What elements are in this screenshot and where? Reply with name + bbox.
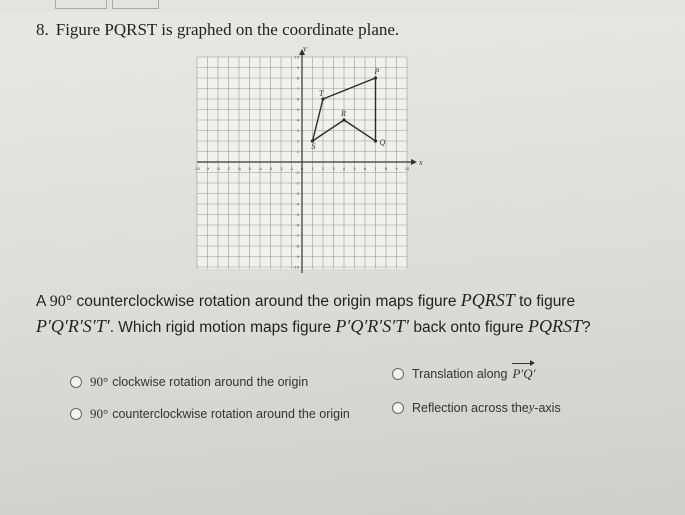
- y-tick-label: 6: [296, 97, 299, 102]
- prompt-text: to figure: [514, 293, 576, 310]
- vertex-label: T: [319, 89, 324, 98]
- x-tick-label: 0: [300, 167, 304, 171]
- previous-question-strip: [0, 0, 685, 12]
- vertex-point: [342, 118, 345, 121]
- x-tick-label: -7: [226, 167, 231, 171]
- figure-name: PQRST: [460, 290, 515, 310]
- y-tick-label: -7: [295, 234, 299, 238]
- vertex-label: Q: [379, 138, 386, 147]
- coordinate-plane: [194, 44, 427, 277]
- y-tick-label: 4: [296, 118, 299, 123]
- y-tick-label: -8: [295, 244, 299, 249]
- vertex-point: [374, 76, 377, 79]
- x-tick-label: -2: [279, 167, 283, 171]
- x-tick-label: -10: [194, 167, 200, 171]
- vector-label: P′Q′: [512, 366, 536, 381]
- x-tick-label: -1: [289, 167, 294, 171]
- x-tick-label: 9: [395, 167, 398, 171]
- image-figure-name: P′Q′R′S′T′: [335, 316, 410, 336]
- x-tick-label: -6: [237, 167, 241, 171]
- y-tick-label: 3: [296, 129, 299, 133]
- prompt-angle: 90°: [49, 293, 73, 310]
- figure-name: PQRST: [528, 316, 582, 336]
- x-tick-label: -3: [268, 167, 273, 171]
- choice-angle: 90°: [90, 374, 109, 389]
- prompt-text: ?: [582, 319, 591, 336]
- x-tick-label: 8: [384, 167, 388, 171]
- prompt-text: back onto figure: [409, 319, 528, 336]
- choice-label: counterclockwise rotation around the origin: [112, 407, 350, 421]
- y-axis-label: y: [303, 44, 307, 53]
- x-tick-label: -8: [216, 167, 220, 171]
- question-text: Figure PQRST is graphed on the coordinate plane.: [55, 20, 400, 39]
- x-tick-label: 4: [342, 167, 346, 171]
- x-tick-label: 7: [374, 167, 377, 171]
- y-tick-label: 9: [296, 66, 299, 70]
- y-tick-label: -5: [295, 213, 299, 217]
- x-tick-label: 5: [353, 167, 356, 171]
- choice-label: Reflection across the: [412, 400, 529, 415]
- y-tick-label: 2: [296, 139, 299, 144]
- previous-answer-box: [55, 0, 107, 9]
- choice-label: -axis: [534, 400, 561, 415]
- x-tick-label: -9: [205, 167, 210, 171]
- y-tick-label: -10: [293, 265, 299, 270]
- x-tick-label: 1: [311, 167, 314, 171]
- coordinate-plane-svg: [194, 44, 427, 277]
- x-tick-label: 2: [321, 167, 325, 171]
- y-tick-label: 8: [296, 76, 299, 81]
- choice-label: Translation along: [412, 367, 508, 381]
- prompt-text: counterclockwise rotation around the origin maps figure: [72, 293, 461, 310]
- prompt-text: . Which rigid motion maps figure: [109, 319, 336, 336]
- question-number: 8.: [36, 20, 49, 39]
- radio-button[interactable]: [392, 402, 404, 414]
- radio-button[interactable]: [392, 368, 404, 380]
- choice-label: clockwise rotation around the origin: [112, 375, 309, 389]
- vertex-label: P: [374, 67, 380, 76]
- choice-angle: 90°: [90, 406, 109, 421]
- x-tick-label: 3: [332, 167, 335, 171]
- y-tick-label: -4: [295, 202, 299, 207]
- x-tick-label: -5: [247, 167, 252, 171]
- previous-answer-box: [112, 0, 159, 9]
- prompt-text: A: [36, 293, 50, 310]
- choice-reflection-y-axis[interactable]: [392, 400, 561, 415]
- vertex-label: R: [341, 109, 346, 118]
- x-axis-label: x: [419, 158, 423, 167]
- y-tick-label: -3: [295, 192, 299, 196]
- y-tick-label: 7: [296, 87, 299, 91]
- x-tick-label: -4: [258, 167, 262, 171]
- x-tick-label: 6: [363, 167, 367, 171]
- axis-variable: y: [528, 400, 535, 414]
- y-tick-label: -6: [295, 223, 299, 228]
- vertex-label: S: [311, 142, 316, 151]
- vertex-point: [374, 139, 377, 142]
- question-header: [36, 20, 399, 40]
- question-prompt: [36, 288, 681, 340]
- y-tick-label: -2: [295, 181, 299, 186]
- radio-button[interactable]: [70, 376, 82, 388]
- image-figure-name: P′Q′R′S′T′: [36, 316, 110, 336]
- choice-translation[interactable]: [392, 366, 535, 382]
- radio-button[interactable]: [70, 408, 82, 420]
- x-axis-arrow: [411, 159, 417, 165]
- y-tick-label: -1: [295, 171, 299, 175]
- y-tick-label: 1: [296, 150, 299, 154]
- y-tick-label: 10: [294, 55, 299, 60]
- y-tick-label: 5: [296, 108, 299, 112]
- y-tick-label: -9: [295, 255, 299, 259]
- choice-clockwise-rotation[interactable]: [70, 374, 308, 390]
- answer-choices: [0, 360, 685, 450]
- choice-counterclockwise-rotation[interactable]: [70, 406, 350, 422]
- x-tick-label: 10: [404, 167, 410, 171]
